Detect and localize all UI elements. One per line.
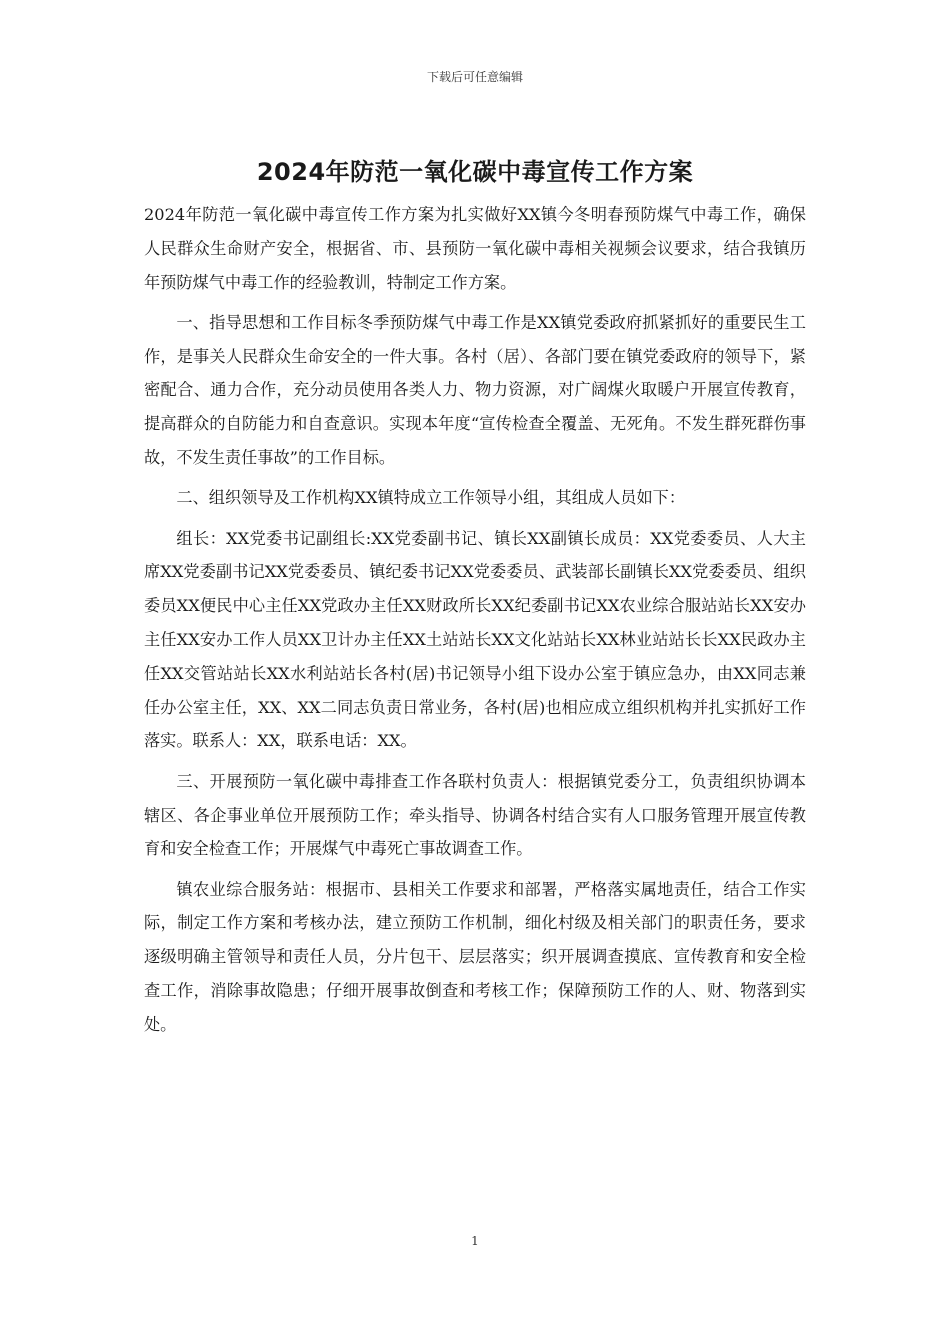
paragraph-members: 组长：XX党委书记副组长:XX党委副书记、镇长XX副镇长成员：XX党委委员、人大主席XX党委副书记XX党委委员、镇纪委书记XX党委委员、武装部长副镇长XX党委委员、组织委员XX便民中心主任XX党政办主任XX财政所长XX纪委副书记XX农业综合服站站长XX安办主任XX安办工作人员XX卫计办主任XX土站站长XX文化站站长XX林业站站长长XX民政办主任XX交管站站长XX水利站站长各村(居)书记领导小组下设办公室于镇应急办，由XX同志兼任办公室主任，XX、XX二同志负责日常业务，各村(居)也相应成立组织机构并扎实抓好工作落实。联系人：XX，联系电话：XX。 — [144, 528, 806, 751]
paragraph-intro: 2024年防范一氧化碳中毒宣传工作方案为扎实做好XX镇今冬明春预防煤气中毒工作，确保人民群众生命财产安全，根据省、市、县预防一氧化碳中毒相关视频会议要求，结合我镇历年预防煤气中毒工作的经验教训，特制定工作方案。 — [144, 205, 806, 292]
document-body — [144, 198, 806, 1048]
paragraph-section-2: 二、组织领导及工作机构XX镇特成立工作领导小组，其组成人员如下： — [176, 488, 686, 508]
page-number: 1 — [471, 1234, 479, 1248]
paragraph-section-1: 一、指导思想和工作目标冬季预防煤气中毒工作是XX镇党委政府抓紧抓好的重要民生工作，是事关人民群众生命安全的一件大事。各村（居）、各部门要在镇党委政府的领导下，紧密配合、通力合作，充分动员使用各类人力、物力资源，对广阔煤火取暖户开展宣传教育，提高群众的自防能力和自查意识。实现本年度“宣传检查全覆盖、无死角。不发生群死群伤事故，不发生责任事故”的工作目标。 — [144, 312, 806, 468]
paragraph-section-3: 三、开展预防一氧化碳中毒排查工作各联村负责人：根据镇党委分工，负责组织协调本辖区、各企事业单位开展预防工作；牵头指导、协调各村结合实有人口服务管理开展宣传教育和安全检查工作；开展煤气中毒死亡事故调查工作。 — [144, 771, 806, 859]
document-title: 2024年防范一氧化碳中毒宣传工作方案 — [256, 158, 694, 186]
header-note: 下载后可任意编辑 — [426, 70, 523, 84]
paragraph-agri-station: 镇农业综合服务站：根据市、县相关工作要求和部署，严格落实属地责任，结合工作实际，制定工作方案和考核办法，建立预防工作机制，细化村级及相关部门的职责任务，要求逐级明确主管领导和责任人员，分片包干、层层落实；织开展调查摸底、宣传教育和安全检查工作，消除事故隐患；仔细开展事故倒查和考核工作；保障预防工作的人、财、物落到实处。 — [144, 879, 806, 1034]
